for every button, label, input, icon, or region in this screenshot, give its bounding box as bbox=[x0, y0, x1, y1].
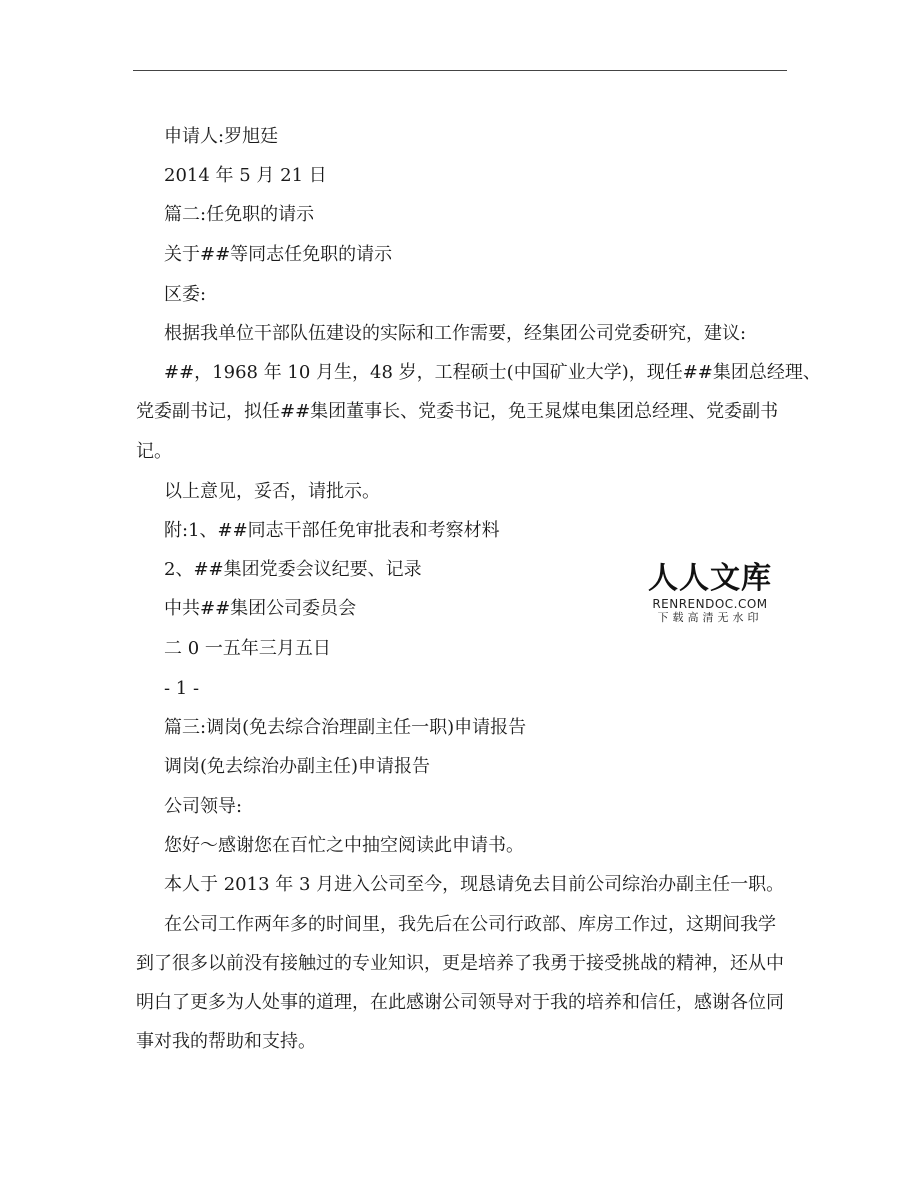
paragraph: 本人于 2013 年 3 月进入公司至今，现恳请免去目前公司综治办副主任一职。 bbox=[164, 874, 785, 895]
paragraph: 根据我单位干部队伍建设的实际和工作需要，经集团公司党委研究，建议: bbox=[164, 323, 747, 344]
paragraph-line: 党委副书记，拟任##集团董事长、党委书记，免王晁煤电集团总经理、党委副书 bbox=[136, 401, 779, 422]
request-title: 关于##等同志任免职的请示 bbox=[164, 244, 393, 265]
paragraph: 以上意见，妥否，请批示。 bbox=[164, 481, 380, 502]
paragraph-line: 明白了更多为人处事的道理，在此感谢公司领导对于我的培养和信任，感谢各位同 bbox=[136, 992, 784, 1013]
watermark-tagline: 下载高清无水印 bbox=[657, 611, 763, 624]
section-heading: 篇二:任免职的请示 bbox=[164, 204, 315, 225]
watermark-logo bbox=[648, 562, 772, 625]
paragraph-line: ##，1968 年 10 月生，48 岁，工程硕士(中国矿业大学)，现任##集团总经理、 bbox=[164, 362, 821, 383]
section-heading: 篇三:调岗(免去综合治理副主任一职)申请报告 bbox=[164, 717, 527, 738]
greeting-line: 您好～感谢您在百忙之中抽空阅读此申请书。 bbox=[164, 835, 524, 856]
page-number: - 1 - bbox=[164, 678, 200, 699]
report-title: 调岗(免去综治办副主任)申请报告 bbox=[164, 756, 431, 777]
recipient-line: 区委: bbox=[164, 284, 207, 305]
paragraph-line: 事对我的帮助和支持。 bbox=[136, 1031, 316, 1052]
applicant-line: 申请人:罗旭廷 bbox=[164, 126, 279, 147]
watermark-title: 人人文库 bbox=[648, 561, 772, 596]
issuer-line: 中共##集团公司委员会 bbox=[164, 598, 357, 619]
recipient-line: 公司领导: bbox=[164, 796, 243, 817]
attachment-line: 2、##集团党委会议纪要、记录 bbox=[164, 559, 422, 580]
date-line: 2014 年 5 月 21 日 bbox=[164, 165, 327, 186]
watermark-url: RENRENDOC.COM bbox=[652, 597, 768, 611]
attachment-line: 附:1、##同志干部任免审批表和考察材料 bbox=[164, 520, 500, 541]
date-line: 二 0 一五年三月五日 bbox=[164, 638, 331, 659]
header-rule bbox=[133, 70, 787, 71]
paragraph-line: 在公司工作两年多的时间里，我先后在公司行政部、库房工作过，这期间我学 bbox=[164, 914, 776, 935]
paragraph-line: 记。 bbox=[136, 441, 172, 462]
paragraph-line: 到了很多以前没有接触过的专业知识，更是培养了我勇于接受挑战的精神，还从中 bbox=[136, 953, 784, 974]
